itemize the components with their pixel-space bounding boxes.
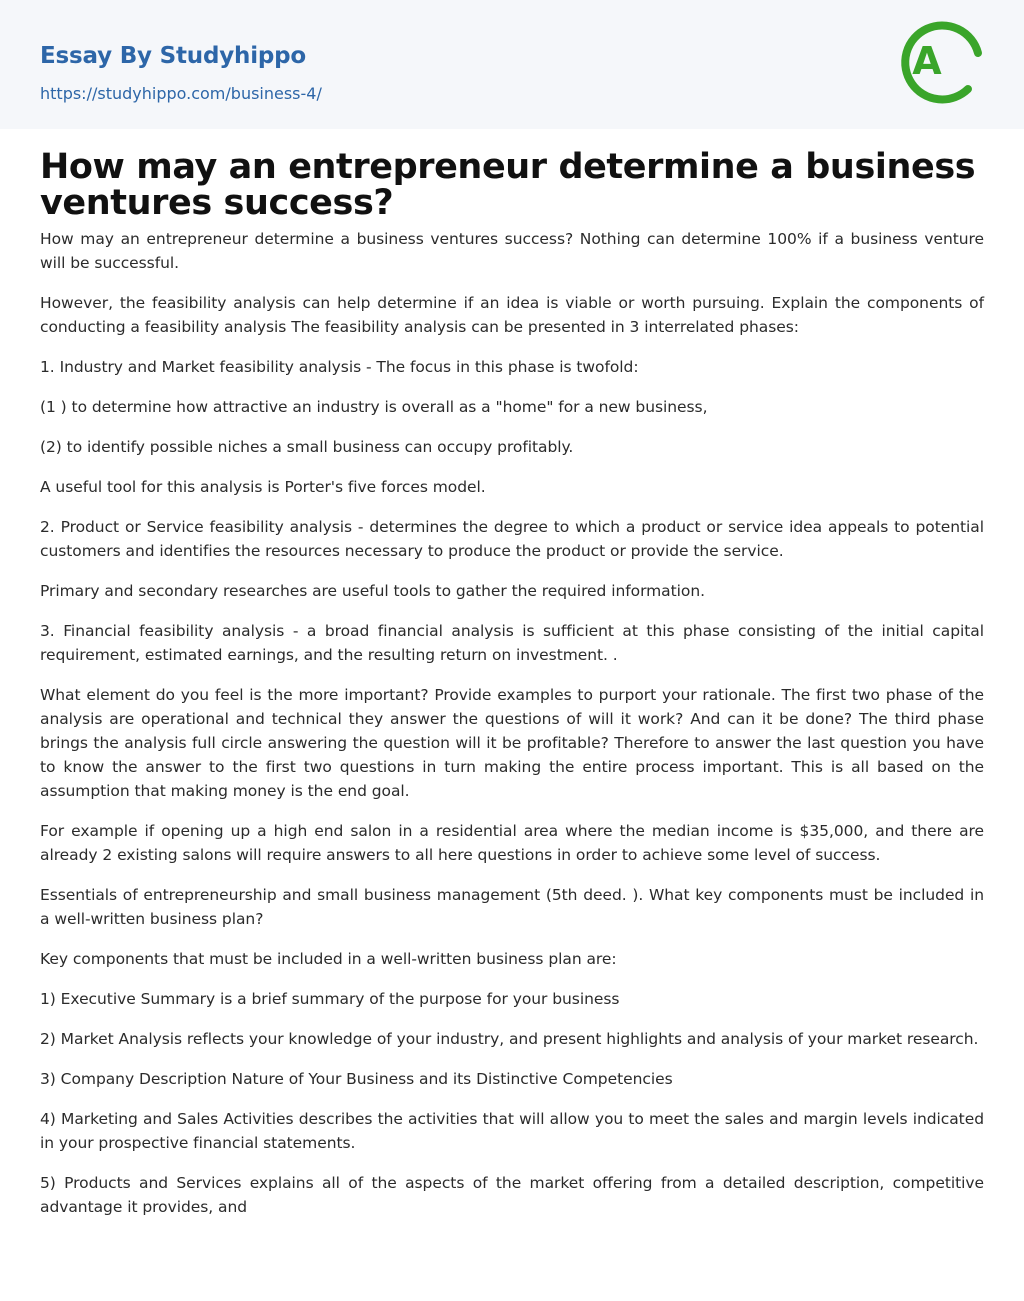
site-brand[interactable]: Essay By Studyhippo <box>40 43 307 69</box>
paragraph: Primary and secondary researches are useful tools to gather the required information. <box>40 582 705 600</box>
paragraph: 3) Company Description Nature of Your Business and its Distinctive Competencies <box>40 1070 673 1088</box>
paragraph: How may an entrepreneur determine a business ventures success? Nothing can determine 100% if a business venture will be successful. <box>40 230 984 272</box>
article <box>0 149 1024 1219</box>
paragraph: 3. Financial feasibility analysis - a broad financial analysis is sufficient at this phase consisting of the initial capital requirement, estimated earnings, and the resulting return on investment. . <box>40 622 984 664</box>
paragraph: (1 ) to determine how attractive an industry is overall as a "home" for a new business, <box>40 398 708 416</box>
page-url-link[interactable]: https://studyhippo.com/business-4/ <box>40 84 322 103</box>
paragraph: However, the feasibility analysis can help determine if an idea is viable or worth pursuing. Explain the components of conducting a feasibility analysis The feasibility analysis can be presented in 3 interrelated phases: <box>40 294 984 336</box>
paragraph: 2) Market Analysis reflects your knowledge of your industry, and present highlights and analysis of your market research. <box>40 1030 979 1048</box>
site-header <box>0 0 1024 129</box>
paragraph: For example if opening up a high end salon in a residential area where the median income is $35,000, and there are already 2 existing salons will require answers to all here questions in order to achieve some level of success. <box>40 822 984 864</box>
studyhippo-logo-icon[interactable] <box>900 19 984 105</box>
paragraph: A useful tool for this analysis is Porter's five forces model. <box>40 478 486 496</box>
paragraph: 1) Executive Summary is a brief summary of the purpose for your business <box>40 990 620 1008</box>
paragraph: 2. Product or Service feasibility analysis - determines the degree to which a product or service idea appeals to potential customers and identifies the resources necessary to produce the product or provide the service. <box>40 518 984 560</box>
logo-letter: A <box>912 39 942 83</box>
paragraph: 4) Marketing and Sales Activities describes the activities that will allow you to meet the sales and margin levels indicated in your prospective financial statements. <box>40 1110 984 1152</box>
paragraph: (2) to identify possible niches a small business can occupy profitably. <box>40 438 574 456</box>
paragraph: Essentials of entrepreneurship and small business management (5th deed. ). What key components must be included in a well-written business plan? <box>40 886 984 928</box>
paragraph: 5) Products and Services explains all of the aspects of the market offering from a detailed description, competitive advantage it provides, and <box>40 1174 984 1216</box>
article-title: How may an entrepreneur determine a business ventures success? <box>40 147 976 223</box>
paragraph: What element do you feel is the more important? Provide examples to purport your rationale. The first two phase of the analysis are operational and technical they answer the questions of will it work? And can it be done? The third phase brings the analysis full circle answering the question will it be profitable? Therefore to answer the last question you have to know the answer to the first two questions in turn making the entire process important. This is all based on the assumption that making money is the end goal. <box>40 686 984 800</box>
paragraph: Key components that must be included in a well-written business plan are: <box>40 950 617 968</box>
paragraph: 1. Industry and Market feasibility analysis - The focus in this phase is twofold: <box>40 358 639 376</box>
